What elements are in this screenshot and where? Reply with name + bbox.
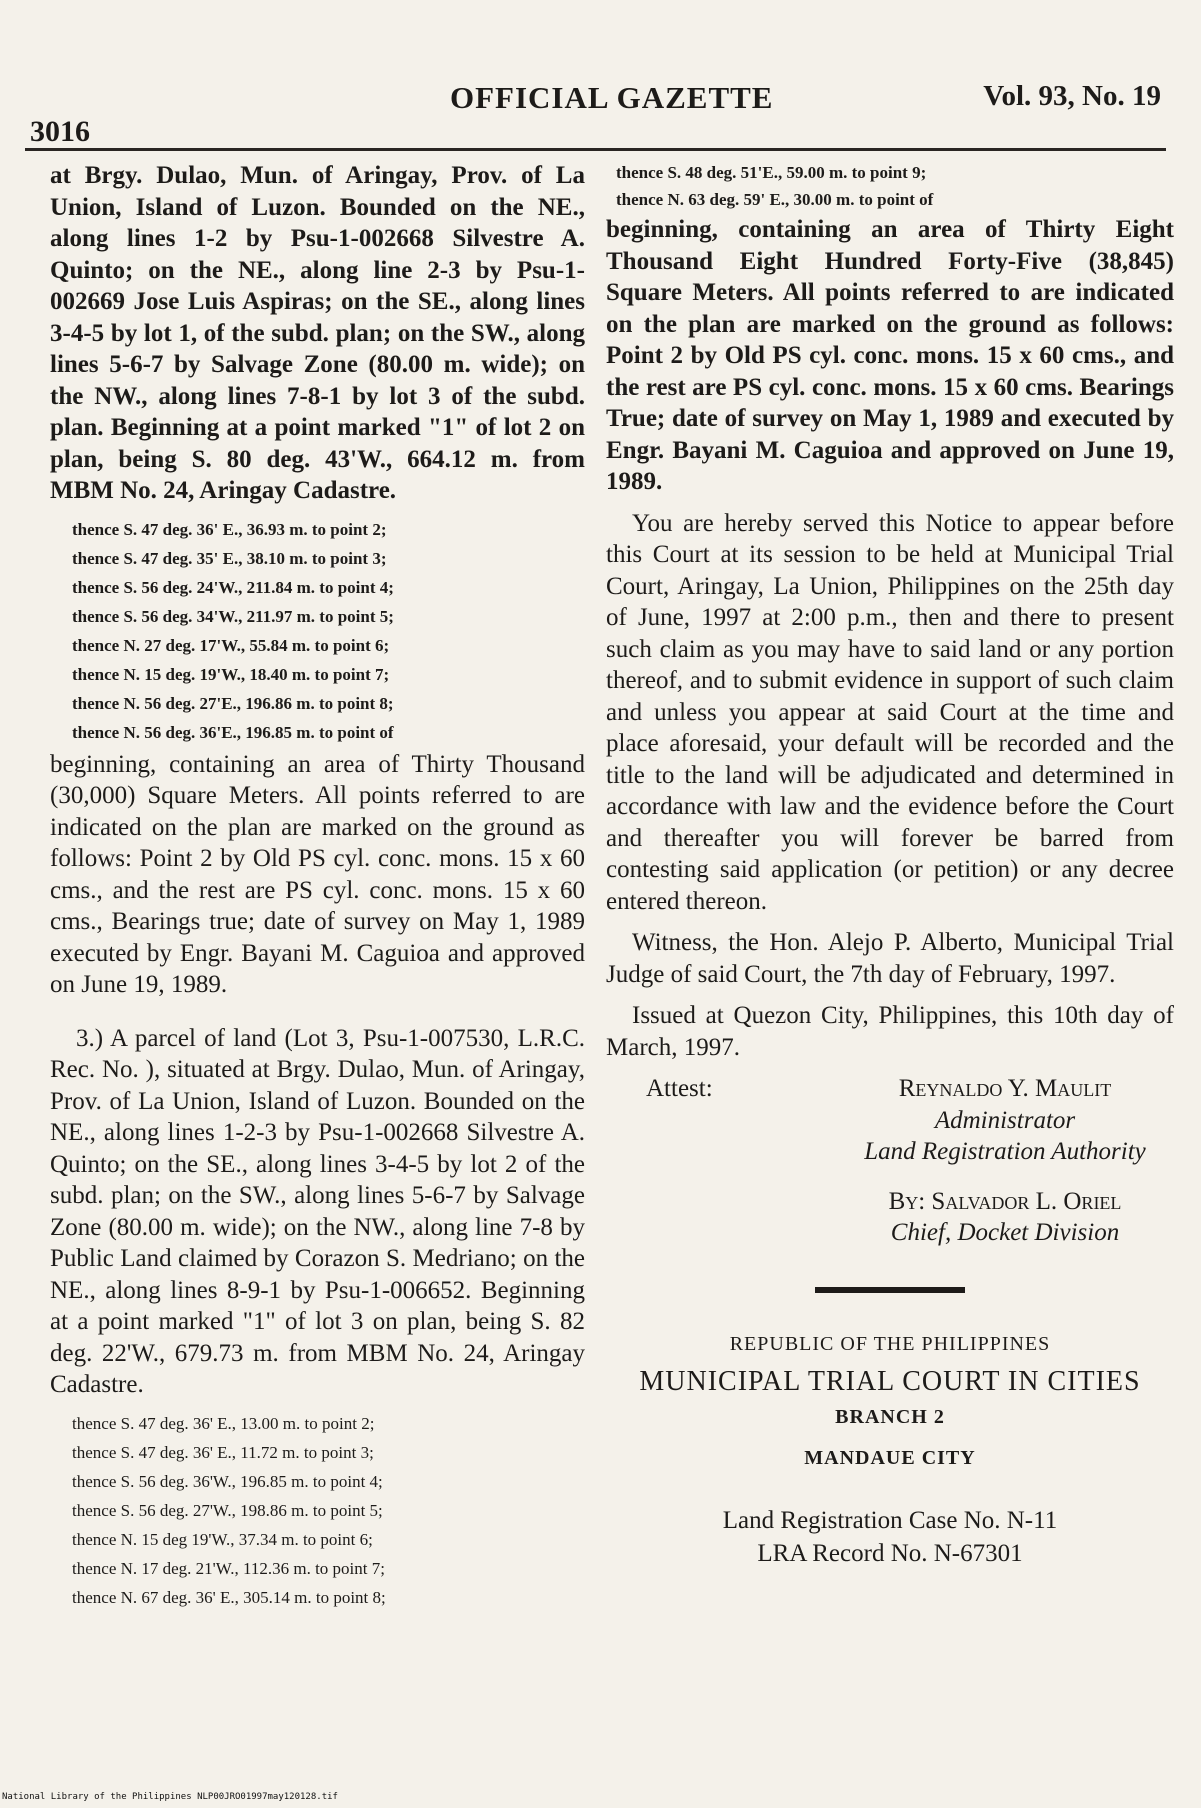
bearing-line: thence N. 56 deg. 36'E., 196.85 m. to point of xyxy=(72,722,394,742)
signatory-name: Reynaldo Y. Maulit xyxy=(898,1075,1112,1102)
bearing-line: thence N. 63 deg. 59' E., 30.00 m. to point of xyxy=(616,190,934,209)
left-column xyxy=(50,160,585,1614)
page-number: 3016 xyxy=(30,115,90,148)
bearing-line: thence N. 15 deg. 19'W., 18.40 m. to point 7; xyxy=(72,664,390,684)
section-divider xyxy=(815,1287,965,1293)
bearing-line: thence S. 47 deg. 35' E., 38.10 m. to point 3; xyxy=(72,548,387,568)
bearing-line: thence N. 56 deg. 27'E., 196.86 m. to point 8; xyxy=(72,693,394,713)
bearing-line: thence S. 47 deg. 36' E., 11.72 m. to point 3; xyxy=(72,1442,374,1462)
bearing-line: thence S. 56 deg. 34'W., 211.97 m. to point 5; xyxy=(72,606,394,626)
court-heading: MUNICIPAL TRIAL COURT IN CITIES xyxy=(639,1366,1141,1397)
publication-title: OFFICIAL GAZETTE xyxy=(450,80,774,115)
bearing-line: thence S. 56 deg. 36'W., 196.85 m. to point 4; xyxy=(72,1471,383,1491)
witness-paragraph: Witness, the Hon. Alejo P. Alberto, Municipal Trial Judge of said Court, the 7th day of February, 1997. xyxy=(606,929,1174,988)
issued-paragraph: Issued at Quezon City, Philippines, this 10th day of March, 1997. xyxy=(606,1002,1174,1061)
city-heading: MANDAUE CITY xyxy=(804,1447,976,1469)
branch-heading: BRANCH 2 xyxy=(835,1405,945,1428)
bearing-line: thence S. 47 deg. 36' E., 13.00 m. to point 2; xyxy=(72,1413,375,1433)
header-rule xyxy=(25,148,1166,151)
record-number: LRA Record No. N-67301 xyxy=(757,1540,1023,1567)
notice-paragraph: You are hereby served this Notice to appear before this Court at its session to be held at Municipal Trial Court, Aringay, La Union, Philippines on the 25th day of June, 1997 at 2:00 p.m., then and there to present such claim as you may have to said land or any portion thereof, and to submit evidence in support of such claim and unless you appear at said Court at the time and place aforesaid, your default will be recorded and the title to the land will be adjudicated and determined in accordance with law and the evidence before the Court and thereafter you will forever be barred from contesting said application (or petition) or any decree entered thereon. xyxy=(606,509,1174,915)
right-bearings-list xyxy=(606,160,1174,212)
left-paragraph-3: 3.) A parcel of land (Lot 3, Psu-1-007530, L.R.C. Rec. No. ), situated at Brgy. Dulao, Mun. of Aringay, Prov. of La Union, Island of Luzon. Bounded on the NE., along lines 1-2-3 by Psu-1-002668 Silvestre A. Quinto; on the SE., along lines 3-4-5 by lot 2 of the subd. plan; on the SW., along lines 5-6-7 by Salvage Zone (80.00 m. wide); on the NW., along line 7-8 by Public Land claimed by Corazon S. Medriano; on the NE., along lines 8-9-1 by Psu-1-006652. Beginning at a point marked "1" of lot 3 on plan, being S. 82 deg. 22'W., 679.73 m. from MBM No. 24, Aringay Cadastre. xyxy=(50,1024,585,1398)
case-number: Land Registration Case No. N-11 xyxy=(722,1506,1058,1534)
bearing-line: thence N. 15 deg 19'W., 37.34 m. to point 6; xyxy=(72,1529,373,1549)
left-paragraph-2: beginning, containing an area of Thirty Thousand (30,000) Square Meters. All points referred to are indicated on the plan are marked on the ground as follows: Point 2 by Old PS cyl. conc. mons. 15 x 60 cms., and the rest are PS cyl. conc. mons. 15 x 60 cms., Bearings true; date of survey on May 1, 1989 executed by Engr. Bayani M. Caguioa and approved on June 19, 1989. xyxy=(50,750,585,998)
bearing-line: thence N. 67 deg. 36' E., 305.14 m. to point 8; xyxy=(72,1587,386,1607)
volume-label: Vol. 93, No. 19 xyxy=(983,80,1161,112)
right-column xyxy=(606,160,1174,1570)
attest-label: Attest: xyxy=(646,1075,713,1102)
signatory-title: Administrator xyxy=(934,1106,1076,1134)
republic-heading: REPUBLIC OF THE PHILIPPINES xyxy=(729,1332,1051,1355)
signatory-agency: Land Registration Authority xyxy=(864,1138,1146,1165)
bearing-line: thence S. 48 deg. 51'E., 59.00 m. to point 9; xyxy=(616,163,927,182)
left-bearings-list-2 xyxy=(50,1411,585,1610)
bearing-line: thence S. 47 deg. 36' E., 36.93 m. to point 2; xyxy=(72,519,387,539)
bearing-line: thence S. 56 deg. 24'W., 211.84 m. to point 4; xyxy=(72,577,394,597)
left-paragraph-1: at Brgy. Dulao, Mun. of Aringay, Prov. of La Union, Island of Luzon. Bounded on the NE., along lines 1-2 by Psu-1-002668 Silvestre A. Quinto; on the NE., along line 2-3 by Psu-1-002669 Jose Luis Aspiras; on the SE., along lines 3-4-5 by lot 1, of the subd. plan; on the SW., along lines 5-6-7 by Salvage Zone (80.00 m. wide); on the NW., along lines 7-8-1 by lot 3 of the subd. plan. Beginning at a point marked "1" of lot 2 on plan, being S. 80 deg. 43'W., 664.12 m. from MBM No. 24, Aringay Cadastre. xyxy=(50,162,585,504)
signature-block xyxy=(606,1073,1174,1249)
signatory-2-title: Chief, Docket Division xyxy=(890,1219,1120,1246)
bearing-line: thence N. 17 deg. 21'W., 112.36 m. to point 7; xyxy=(72,1558,385,1578)
bearing-line: thence N. 27 deg. 17'W., 55.84 m. to point 6; xyxy=(72,635,390,655)
left-bearings-list-1 xyxy=(50,517,585,745)
page-header xyxy=(30,70,1161,148)
right-paragraph-1: beginning, containing an area of Thirty Eight Thousand Eight Hundred Forty-Five (38,845) Square Meters. All points referred to are indicated on the plan are marked on the ground as follows: Point 2 by Old PS cyl. conc. mons. 15 x 60 cms., and the rest are PS cyl. conc. mons. 15 x 60 cms. Bearings True; date of survey on May 1, 1989 and executed by Engr. Bayani M. Caguioa and approved on June 19, 1989. xyxy=(606,216,1174,495)
scan-footer: National Library of the Philippines NLP00JRO01997may120128.tif xyxy=(0,1792,338,1808)
signatory-2-name: By: Salvador L. Oriel xyxy=(888,1187,1122,1215)
bearing-line: thence S. 56 deg. 27'W., 198.86 m. to point 5; xyxy=(72,1500,383,1520)
